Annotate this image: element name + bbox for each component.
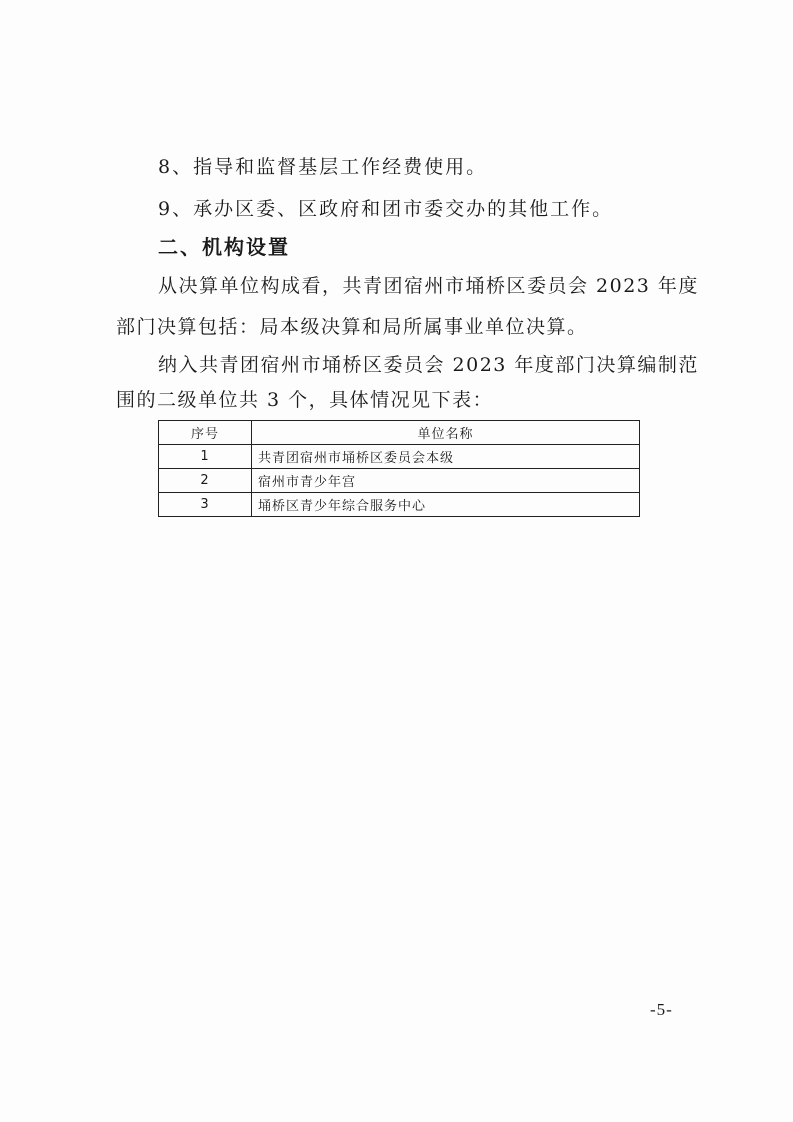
cell-number: 3 [159,493,252,517]
cell-number: 2 [159,469,252,493]
cell-unit-name: 共青团宿州市埇桥区委员会本级 [252,445,640,469]
paragraph-line: 从决算单位构成看，共青团宿州市埇桥区委员会 2023 年度 [158,275,699,297]
paragraph-line: 部门决算包括：局本级决算和局所属事业单位决算。 [116,316,588,338]
table-row [159,445,640,469]
cell-unit-name: 埇桥区青少年综合服务中心 [252,493,640,517]
column-header-number: 序号 [159,421,252,445]
page-number: -5- [650,1000,673,1019]
paragraph-line: 纳入共青团宿州市埇桥区委员会 2023 年度部门决算编制范 [158,354,699,376]
section-heading: 二、机构设置 [158,235,290,259]
table-row [159,493,640,517]
column-header-unit-name: 单位名称 [252,421,640,445]
list-item-9: 9、承办区委、区政府和团市委交办的其他工作。 [158,198,614,220]
cell-unit-name: 宿州市青少年宫 [252,469,640,493]
paragraph-line: 围的二级单位共 3 个，具体情况见下表： [116,389,494,411]
cell-number: 1 [159,445,252,469]
units-table [158,420,640,517]
list-item-8: 8、指导和监督基层工作经费使用。 [158,156,488,178]
table-header-row [159,421,640,445]
table-row [159,469,640,493]
